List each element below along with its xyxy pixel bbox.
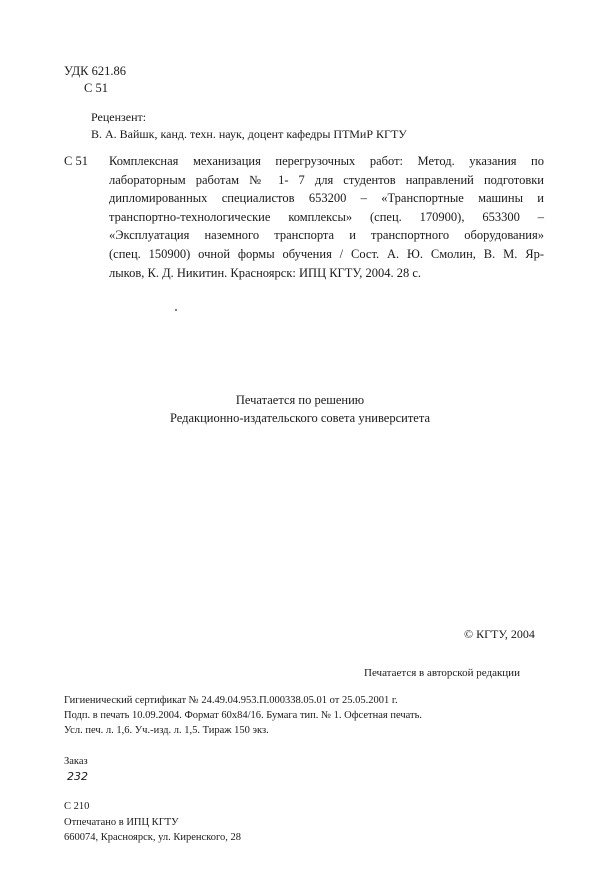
- imprint-print-details: Подп. в печать 10.09.2004. Формат 60х84/16. Бумага тип. № 1. Офсетная печать.: [64, 710, 423, 722]
- imprint-address: 660074, Красноярск, ул. Киренского, 28: [64, 831, 242, 843]
- imprint-printed-at: Отпечатано в ИПЦ КГТУ: [64, 816, 179, 828]
- author-mark: С 51: [64, 154, 88, 168]
- reviewer-person: В. А. Вайшк, канд. техн. наук, доцент кафедры ПТМиР КГТУ: [91, 127, 407, 141]
- imprint-block: [64, 693, 422, 845]
- bibliographic-line: лабораторным работам № 1- 7 для студентов направлений подготовки: [109, 172, 544, 187]
- udk-block: [64, 63, 126, 97]
- decision-line-1: Печатается по решению: [235, 393, 365, 407]
- udk-code: УДК 621.86: [64, 64, 126, 78]
- reviewer-block: [91, 109, 407, 143]
- bibliographic-line: Комплексная механизация перегрузочных работ: Метод. указания по: [109, 154, 544, 168]
- order-code: С 210: [64, 801, 90, 813]
- bibliographic-line: лыков, К. Д. Никитин. Красноярск: ИПЦ КГТУ, 2004. 28 с.: [109, 265, 422, 280]
- edition-note: Печатается в авторской редакции: [364, 667, 520, 679]
- scan-speck: [175, 309, 177, 311]
- imprint-volume-row: [64, 723, 422, 814]
- bibliographic-line: транспортно-технологические комплексы» (спец. 170900), 653300 –: [109, 209, 544, 224]
- udk-author-mark: С 51: [84, 81, 108, 95]
- bibliographic-line: «Эксплуатация наземного транспорта и транспортного оборудования»: [109, 228, 544, 243]
- decision-line-2: Редакционно-издательского совета университета: [169, 411, 431, 425]
- imprint-volume: Усл. печ. л. 1,6. Уч.-изд. л. 1,5. Тираж 150 экз.: [64, 725, 269, 737]
- order-label: Заказ: [64, 755, 88, 767]
- bibliographic-description: [64, 152, 544, 282]
- copyright: © КГТУ, 2004: [464, 627, 535, 641]
- reviewer-label: Рецензент:: [91, 110, 147, 124]
- order-number: 232: [67, 770, 88, 784]
- bibliographic-line: (спец. 150900) очной формы обучения / Сост. А. Ю. Смолин, В. М. Яр-: [109, 246, 544, 261]
- bibliographic-line: дипломированных специалистов 653200 – «Транспортные машины и: [109, 191, 544, 206]
- imprint-certificate: Гигиенический сертификат № 24.49.04.953.П.000338.05.01 от 25.05.2001 г.: [64, 695, 398, 706]
- bibliographic-text: [109, 152, 544, 282]
